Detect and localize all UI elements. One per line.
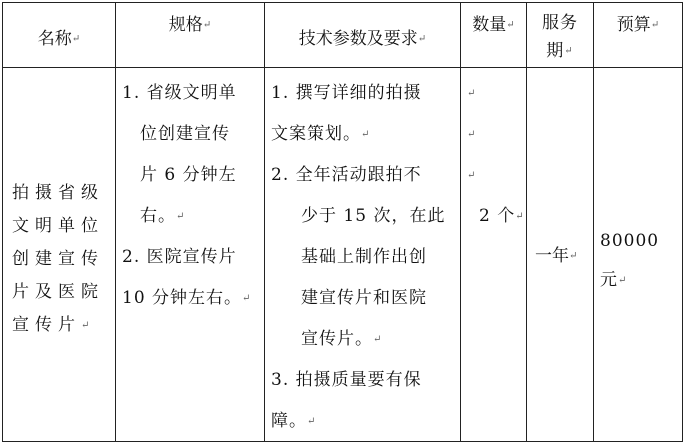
spec-line: 位创建宣传 (140, 124, 230, 144)
cell-tech (265, 68, 461, 442)
header-tech (265, 3, 461, 68)
procurement-table (2, 2, 683, 442)
cell-quantity (461, 68, 527, 442)
tech-line: 少于 15 次，在此 (301, 206, 446, 226)
tech-line: 3. 拍摄质量要有保 (271, 370, 422, 390)
budget-unit: 元 (600, 270, 618, 290)
paragraph-mark-icon: ↵ (467, 170, 477, 181)
spec-line: 1. 省级文明单 (122, 83, 237, 103)
paragraph-mark-icon: ↵ (467, 88, 477, 99)
paragraph-mark-icon: ↵ (176, 211, 186, 222)
cell-spec (116, 68, 265, 442)
tech-line: 1. 撰写详细的拍摄 (271, 83, 422, 103)
budget-value: 80000 (600, 231, 660, 251)
header-budget (594, 3, 683, 68)
header-name-label: 名称 (37, 29, 72, 49)
paragraph-mark-icon: ↵ (361, 129, 371, 140)
name-line: 创建宣传 (12, 249, 104, 269)
paragraph-mark-icon: ↵ (569, 250, 578, 262)
tech-line: 2. 全年活动跟拍不 (271, 165, 422, 185)
cell-budget (594, 68, 683, 442)
spec-line: 右。 (140, 206, 176, 226)
header-tech-label: 技术参数及要求 (298, 29, 418, 49)
header-spec-label: 规格 (168, 15, 203, 35)
paragraph-mark-icon: ↵ (373, 334, 383, 345)
cell-name (3, 68, 116, 442)
name-line: 拍摄省级 (12, 183, 104, 203)
paragraph-mark-icon: ↵ (564, 45, 574, 57)
table-row (3, 68, 683, 442)
header-name (3, 3, 116, 68)
spec-line: 10 分钟左右。 (122, 288, 243, 308)
paragraph-mark-icon: ↵ (650, 19, 660, 31)
spec-line: 片 6 分钟左 (140, 165, 237, 185)
tech-line: 文案策划。 (271, 124, 361, 144)
tech-line: 建宣传片和医院 (301, 288, 427, 308)
spec-line: 2. 医院宣传片 (122, 247, 237, 267)
paragraph-mark-icon: ↵ (307, 416, 317, 427)
header-service-label-line2: 期 (546, 41, 565, 61)
name-line: 文明单位 (12, 216, 104, 236)
name-line: 宣传片 (12, 315, 81, 335)
table-header-row (3, 3, 683, 68)
tech-line: 障。 (271, 411, 307, 431)
paragraph-mark-icon: ↵ (515, 211, 525, 222)
tech-line: 基础上制作出创 (301, 247, 427, 267)
paragraph-mark-icon: ↵ (202, 19, 212, 31)
tech-line: 宣传片。 (301, 329, 373, 349)
header-service-label-line1: 服务 (542, 13, 578, 33)
cell-service-period (527, 68, 594, 442)
paragraph-mark-icon: ↵ (506, 19, 515, 31)
service-period-value: 一年 (535, 246, 569, 266)
paragraph-mark-icon: ↵ (71, 33, 81, 45)
header-spec (116, 3, 265, 68)
paragraph-mark-icon: ↵ (618, 275, 628, 286)
header-service-period (527, 3, 594, 68)
header-budget-label: 预算 (616, 15, 651, 35)
paragraph-mark-icon: ↵ (242, 293, 252, 304)
header-quantity (461, 3, 527, 68)
paragraph-mark-icon: ↵ (467, 129, 477, 140)
header-quantity-label: 数量 (472, 15, 507, 35)
quantity-value: 2 个 (479, 206, 516, 226)
name-line: 片及医院 (12, 282, 104, 302)
paragraph-mark-icon: ↵ (417, 33, 427, 45)
paragraph-mark-icon: ↵ (81, 320, 96, 331)
